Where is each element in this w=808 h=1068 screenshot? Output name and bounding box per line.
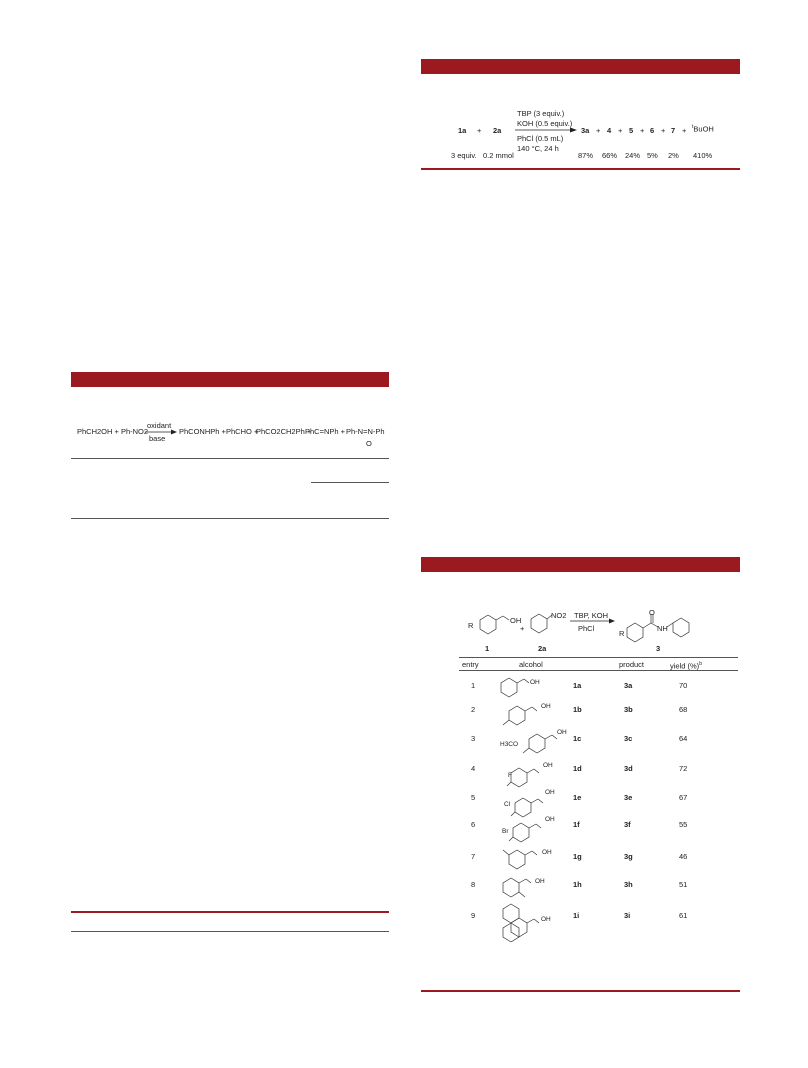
table-cell-entry: 4 [471,764,476,773]
table-cell-alcohol: 1g [573,852,582,861]
alcohol-1g-structure [503,850,537,869]
alcohol-1f-structure [509,823,541,842]
table-cell-entry: 9 [471,911,476,920]
table-cell-alcohol: 1d [573,764,582,773]
substituent-label-f: F [508,772,512,779]
scheme1-product-7: 7 [671,126,676,135]
alcohol-1c-structure [523,734,557,753]
scheme1-product-tbuoh [692,123,714,134]
table-cell-yield: 64 [679,734,688,743]
table-conditions-top: TBP, KOH [574,611,609,620]
scheme1-product-6: 6 [650,126,655,135]
table-reactant-oh: OH [510,616,522,625]
table-cell-yield: 51 [679,880,688,889]
substituent-label-oh: OH [545,816,555,823]
substituent-label-oh: OH [535,878,545,885]
table-cell-entry: 5 [471,793,476,802]
alcohol-1e-structure [511,798,543,817]
table-cell-product: 3i [624,911,631,920]
table-cell-alcohol: 1h [573,880,582,889]
substituent-label-oh: OH [541,703,551,710]
scheme2-product-ester: PhCO2CH2Ph + [256,427,312,436]
scheme1-yield-tbuoh: 410% [693,151,713,160]
table-bottom-rule [421,990,740,992]
table-cell-entry: 2 [471,705,476,714]
table-header-rule-top [459,657,738,658]
table-nitro: NO2 [551,611,567,620]
table-cell-product: 3b [624,705,633,714]
tbu-superscript: t [692,124,694,130]
yield-footnote: b [699,661,702,667]
table-cell-product: 3e [624,793,633,802]
table-stub-rule [71,931,389,932]
substituent-label-oh: OH [545,789,555,796]
scheme1-product-3a: 3a [581,126,590,135]
scheme1-amount-2a: 0.2 mmol [483,151,514,160]
table-col-entry: entry [462,660,479,669]
scheme1-condition-temp: 140 °C, 24 h [517,144,559,153]
scheme1-amount-1a: 3 equiv. [451,151,477,160]
substituent-label-oh: OH [543,762,553,769]
table-reactant-r: R [468,621,474,630]
scheme1-product-5: 5 [629,126,634,135]
table-plus: + [520,624,525,633]
table-cell-yield: 46 [679,852,688,861]
alcohol-1a-structure [501,678,529,697]
alcohol-1h-structure [503,878,531,897]
scheme2-product-amide: PhCONHPh + [179,427,226,436]
table-col-yield [670,660,702,671]
table-cell-yield: 67 [679,793,688,802]
scheme2-oxidant: oxidant [147,421,172,430]
table-cell-yield: 68 [679,705,688,714]
table-cell-yield: 61 [679,911,688,920]
alcohol-1i-structure [503,904,539,942]
scheme1-plus: + [661,126,666,135]
table-cell-product: 3c [624,734,633,743]
table-col-alcohol: alcohol [519,660,543,669]
table-cell-alcohol: 1f [573,820,580,829]
table-cell-product: 3d [624,764,633,773]
scheme2-product-azoxy: Ph-N=N-Ph [346,427,385,436]
scheme1-condition-koh: KOH (0.5 equiv.) [517,119,573,128]
scheme2-header-bar [71,372,389,387]
table-header-rule-bottom [459,670,738,671]
table-col-yield-label: yield (%) [670,661,700,671]
table-product-o: O [649,608,655,617]
substituent-label-br: Br [502,828,509,835]
scheme2-product-imine: PhC=NPh + [305,427,346,436]
scheme1-yield-4: 66% [602,151,618,160]
scheme1-plus: + [640,126,645,135]
scheme1-yield-3a: 87% [578,151,594,160]
reactant-1-structure [480,615,509,634]
scheme2-table-rule-sub [311,482,389,483]
scheme1-plus: + [477,126,482,135]
scheme2-product-aldehyde: PhCHO + [226,427,259,436]
reactant-2a-structure [531,614,552,633]
scheme1-reactant-1a: 1a [458,126,467,135]
scheme2-left: PhCH2OH + Ph-NO2 [77,427,149,436]
scheme1-product-4: 4 [607,126,612,135]
scheme1-header-bar [421,59,740,74]
table-cell-entry: 3 [471,734,476,743]
table-conditions-bottom: PhCl [578,624,595,633]
substituent-label-cl: Cl [504,801,511,808]
substituent-label-oh: OH [557,729,567,736]
substituent-label-ome: H3CO [500,741,519,748]
scheme1-yield-6: 5% [647,151,658,160]
table-cell-entry: 1 [471,681,476,690]
scheme1-plus: + [618,126,623,135]
tbuoh-label: BuOH [693,124,714,134]
scheme1-plus: + [682,126,687,135]
table-cell-alcohol: 1c [573,734,582,743]
table-cell-product: 3g [624,852,633,861]
scheme1-reaction-arrow [515,127,577,133]
substituent-label-oh: OH [542,849,552,856]
table-cell-yield: 70 [679,681,688,690]
scheme2-table-rule-bottom [71,518,389,519]
substituent-label-oh: OH [530,679,540,686]
table-cell-entry: 7 [471,852,476,861]
scheme1-yield-7: 2% [668,151,679,160]
scheme2-base: base [149,434,166,443]
scheme1-plus: + [596,126,601,135]
table-cell-alcohol: 1e [573,793,582,802]
table-cell-product: 3h [624,880,633,889]
table-col-product: product [619,660,645,669]
table-cell-yield: 55 [679,820,688,829]
table-label-1: 1 [485,644,490,653]
table-cell-yield: 72 [679,764,688,773]
table-product-r: R [619,629,625,638]
table-cell-alcohol: 1b [573,705,582,714]
alcohol-1b-structure [503,706,537,725]
table-cell-entry: 6 [471,820,476,829]
table-cell-product: 3f [624,820,631,829]
scheme1-condition-solvent: PhCl (0.5 mL) [517,134,564,143]
table-stub-top-rule [71,911,389,913]
scheme1-bottom-rule [421,168,740,170]
table-product-nh: NH [657,624,668,633]
scheme1-reactant-2a: 2a [493,126,502,135]
table-label-2a: 2a [538,644,547,653]
table-cell-entry: 8 [471,880,476,889]
table-cell-product: 3a [624,681,633,690]
scheme1-condition-tbp: TBP (3 equiv.) [517,109,565,118]
scheme2-azoxy-oxygen: O [366,439,372,448]
scheme1-yield-5: 24% [625,151,641,160]
table-label-3: 3 [656,644,661,653]
table-cell-alcohol: 1a [573,681,582,690]
scheme2-table-rule-top [71,458,389,459]
substituent-label-oh: OH [541,916,551,923]
table-cell-alcohol: 1i [573,911,580,920]
table-header-bar [421,557,740,572]
